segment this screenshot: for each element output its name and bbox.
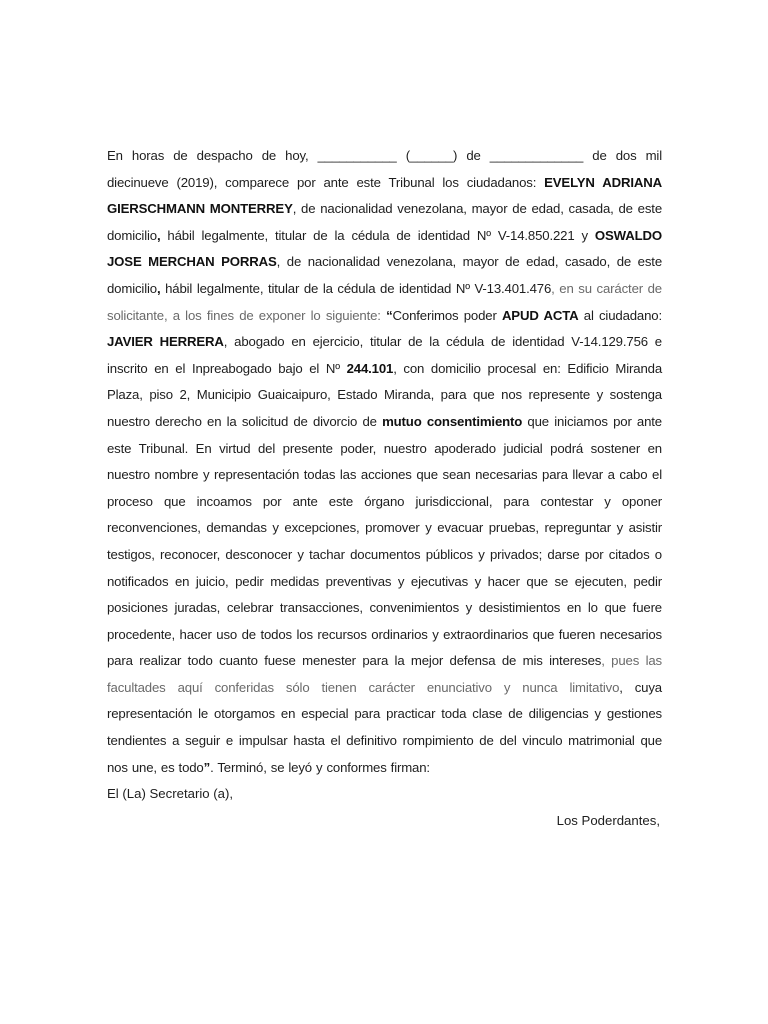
text-segment: hábil legalmente, titular de la cédula de identidad Nº V-13.401.476 bbox=[160, 280, 552, 296]
secretary-signature-label: El (La) Secretario (a), bbox=[107, 786, 234, 802]
text-segment: que iniciamos por ante este Tribunal. En virtud del presente poder, nuestro apoderado judicial podrá sostener en nuestro nombre y representación todas las acciones que sean necesarias para llevar a cabo el proceso que incoamos por ante este órgano jurisdiccional, para contestar y oponer reconvenciones, demandas y excepciones, promover y evacuar pruebas, repreguntar y asistir testigos, reconocer, desconocer y tachar documentos públicos y privados; darse por citados o notificados en juicio, pedir medidas preventivas y ejecutivas y hacer que se ejecuten, pedir posiciones juradas, celebrar transacciones, convenimientos y desistimientos en lo que fuere procedente, hacer uso de todos los recursos ordinarios y extraordinarios que fueren necesarios para realizar todo cuanto fuese menester para la mejor defensa de mis intereses bbox=[107, 413, 662, 669]
text-segment: . Terminó, se leyó y conformes firman: bbox=[210, 759, 430, 775]
bold-text-segment: 244.101 bbox=[346, 360, 394, 376]
body-paragraph bbox=[107, 143, 662, 781]
text-segment: al ciudadano: bbox=[578, 307, 662, 323]
gray-text-segment: , en su carácter de solicitante, a los fines de exponer lo siguiente: bbox=[107, 280, 662, 323]
bold-text-segment: mutuo consentimiento bbox=[382, 413, 523, 429]
text-segment: Conferimos poder bbox=[392, 307, 502, 323]
text-segment: , cuya representación le otorgamos en especial para practicar toda clase de diligencias y gestiones tendientes a seguir e impulsar hasta el definitivo rompimiento de del vinculo matrimonial que nos une, es todo bbox=[107, 679, 662, 775]
bold-text-segment: JAVIER HERRERA bbox=[107, 334, 224, 350]
text-segment: , de nacionalidad venezolana, mayor de edad, casado, de este domicilio bbox=[107, 254, 663, 296]
grantors-signature-label: Los Poderdantes, bbox=[556, 812, 660, 828]
bold-text-segment: ” bbox=[203, 759, 211, 775]
text-segment: hábil legalmente, titular de la cédula de identidad Nº V-14.850.221 y bbox=[160, 227, 595, 243]
text-segment: , de nacionalidad venezolana, mayor de edad, casada, de este domicilio bbox=[107, 201, 662, 243]
gray-text-segment: , pues las facultades aquí conferidas sólo tienen carácter enunciativo y nunca limitativo bbox=[107, 653, 662, 695]
text-segment: , con domicilio procesal en: Edificio Miranda Plaza, piso 2, Municipio Guaicaipuro, Estado Miranda, para que nos represente y sostenga nuestro derecho en la solicitud de divorcio de bbox=[107, 360, 663, 429]
bold-text-segment: OSWALDO JOSE MERCHAN PORRAS bbox=[107, 227, 662, 270]
bold-text-segment: EVELYN ADRIANA GIERSCHMANN MONTERREY bbox=[107, 174, 662, 217]
bold-text-segment: , bbox=[156, 227, 161, 243]
bold-text-segment: “ bbox=[386, 307, 393, 323]
text-segment: , abogado en ejercicio, titular de la cédula de identidad V-14.129.756 e inscrito en el Inpreabogado bajo el Nº bbox=[107, 334, 662, 376]
bold-text-segment: , bbox=[156, 280, 161, 296]
bold-text-segment: APUD ACTA bbox=[501, 307, 579, 323]
text-segment: En horas de despacho de hoy, ___________ (______) de _____________ de dos mil diecinueve (2019), comparece por ante este Tribunal los ciudadanos: bbox=[107, 148, 662, 190]
